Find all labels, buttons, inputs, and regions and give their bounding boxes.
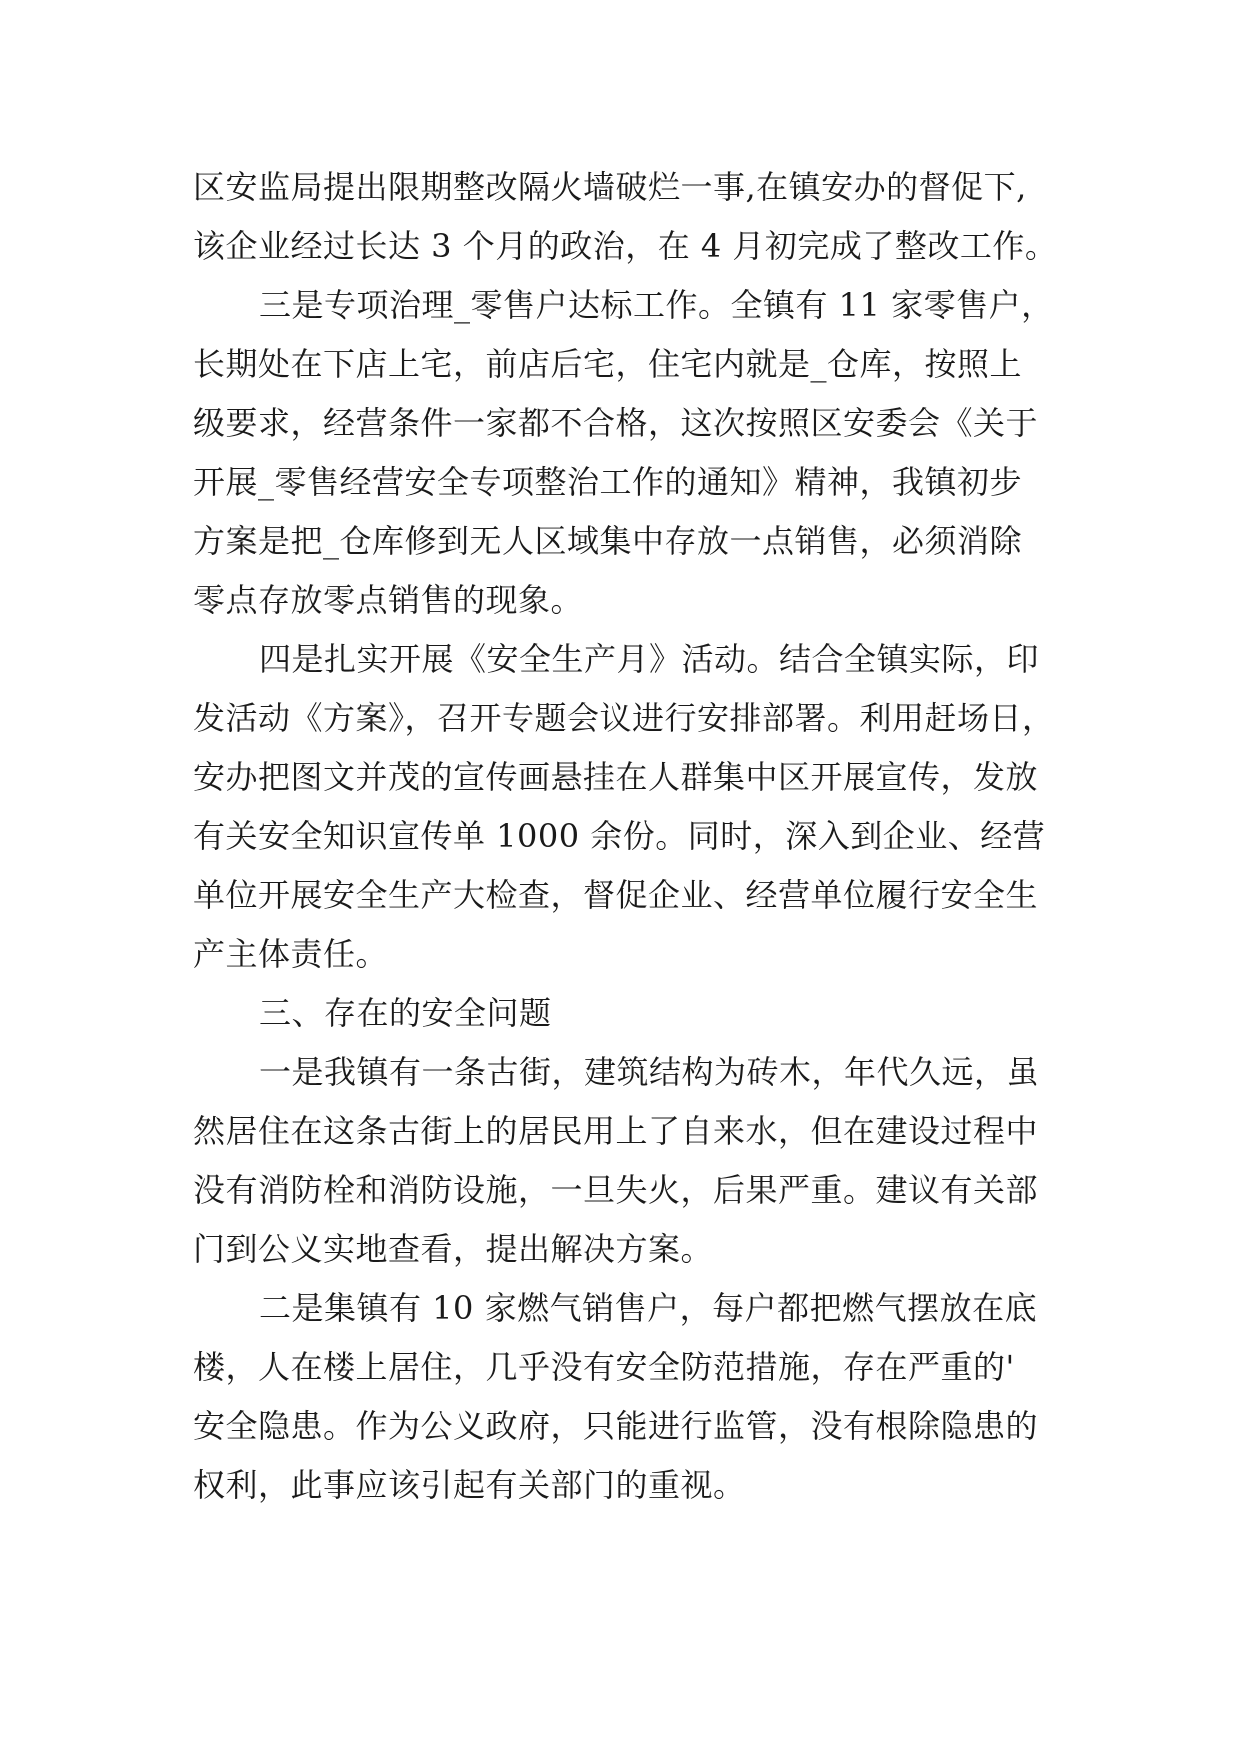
text-line: 然居住在这条古街上的居民用上了自来水，但在建设过程中 xyxy=(193,1112,1039,1150)
text-line: 楼，人在楼上居住，几乎没有安全防范措施，存在严重的' xyxy=(193,1348,1015,1386)
text-line: 产主体责任。 xyxy=(193,935,389,973)
text-line: 零点存放零点销售的现象。 xyxy=(193,581,584,619)
text-line: 级要求，经营条件一家都不合格，这次按照区安委会《关于 xyxy=(193,404,1039,442)
text-line: 开展_零售经营安全专项整治工作的通知》精神，我镇初步 xyxy=(193,463,1023,501)
paragraph-start-line: 三是专项治理_零售户达标工作。全镇有 11 家零售户， xyxy=(259,286,1054,324)
text-line: 安全隐患。作为公义政府，只能进行监管，没有根除隐患的 xyxy=(193,1407,1039,1445)
text-line: 发活动《方案》，召开专题会议进行安排部署。利用赶场日， xyxy=(193,699,1055,737)
text-line: 长期处在下店上宅，前店后宅，住宅内就是_仓库，按照上 xyxy=(193,345,1023,383)
text-line: 有关安全知识宣传单 1000 余份。同时，深入到企业、经营 xyxy=(193,817,1046,855)
text-line: 权利，此事应该引起有关部门的重视。 xyxy=(193,1466,746,1504)
text-line: 该企业经过长达 3 个月的政治，在 4 月初完成了整改工作。 xyxy=(193,227,1058,265)
text-line: 单位开展安全生产大检查，督促企业、经营单位履行安全生 xyxy=(193,876,1039,914)
text-line: 方案是把_仓库修到无人区域集中存放一点销售，必须消除 xyxy=(193,522,1023,560)
text-line: 没有消防栓和消防设施，一旦失火，后果严重。建议有关部 xyxy=(193,1171,1039,1209)
text-line: 区安监局提出限期整改隔火墙破烂一事,在镇安办的督促下, xyxy=(193,168,1027,206)
document-body xyxy=(193,158,1083,1515)
text-line: 安办把图文并茂的宣传画悬挂在人群集中区开展宣传，发放 xyxy=(193,758,1039,796)
text-line: 门到公义实地查看，提出解决方案。 xyxy=(193,1230,714,1268)
paragraph-start-line: 四是扎实开展《安全生产月》活动。结合全镇实际，印 xyxy=(259,640,1040,678)
paragraph-start-line: 二是集镇有 10 家燃气销售户，每户都把燃气摆放在底 xyxy=(259,1289,1038,1327)
section-heading: 三、存在的安全问题 xyxy=(259,994,552,1032)
paragraph-start-line: 一是我镇有一条古街，建筑结构为砖木，年代久远，虽 xyxy=(259,1053,1040,1091)
